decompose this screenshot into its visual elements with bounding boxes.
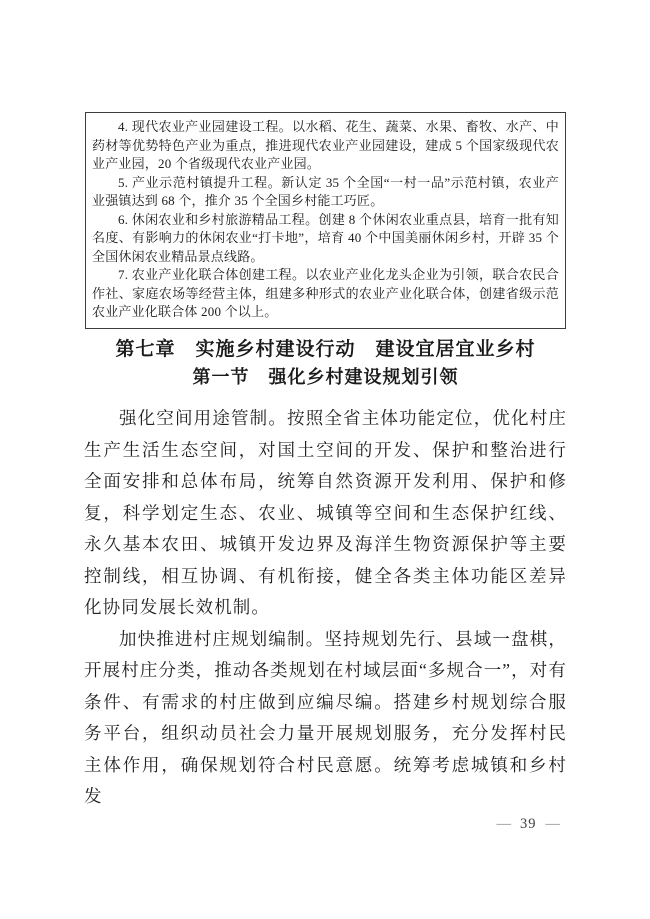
section-heading: 第一节 强化乡村建设规划引领: [192, 367, 459, 387]
page-number-dash-right: —: [545, 816, 560, 832]
box-item-demonstration-villages: 5. 产业示范村镇提升工程。新认定 35 个全国“一村一品”示范村镇，农业产业强镇达到 68 个，推介 35 个全国乡村能工巧匠。: [92, 174, 559, 208]
paragraph-village-planning: 加快推进村庄规划编制。坚持规划先行、县域一盘棋，开展村庄分类，推动各类规划在村域层面“多规合一”，对有条件、有需求的村庄做到应编尽编。搭建乡村规划综合服务平台，组织动员社会力量开展规划服务，充分发挥村民主体作用，确保规划符合村民意愿。统筹考虑城镇和乡村发: [84, 628, 567, 806]
page-number-value: 39: [520, 816, 537, 832]
page-number: [497, 816, 561, 833]
box-item-leisure-agriculture: 6. 休闲农业和乡村旅游精品工程。创建 8 个休闲农业重点县，培育一批有知名度、有影响力的休闲农业“打卡地”，培育 40 个中国美丽休闲乡村，开辟 35 个全国休闲农业精品景点线路。: [92, 211, 559, 264]
paragraph-space-use-control: 强化空间用途管制。按照全省主体功能定位，优化村庄生产生活生态空间，对国土空间的开发、保护和整治进行全面安排和总体布局，统筹自然资源开发利用、保护和修复，科学划定生态、农业、城镇等空间和生态保护红线、永久基本农田、城镇开发边界及海洋生物资源保护等主要控制线，相互协调、有机衔接，健全各类主体功能区差异化协同发展长效机制。: [84, 408, 567, 617]
chapter-heading: 第七章 实施乡村建设行动 建设宜居宜业乡村: [115, 339, 536, 360]
body-text: [84, 403, 567, 813]
page-number-dash-left: —: [496, 816, 511, 832]
box-item-industrialization-consortium: 7. 农业产业化联合体创建工程。以农业产业化龙头企业为引领，联合农民合作社、家庭农场等经营主体，组建多种形式的农业产业化联合体，创建省级示范农业产业化联合体 200 个以上。: [92, 267, 559, 319]
box-item-modern-agriculture-park: 4. 现代农业产业园建设工程。以水稻、花生、蔬菜、水果、畜牧、水产、中药材等优势特色产业为重点，推进现代农业产业园建设，建成 5 个国家级现代农业产业园，20 个省级现代农业产业园。: [92, 119, 559, 171]
key-projects-box: [85, 112, 566, 329]
